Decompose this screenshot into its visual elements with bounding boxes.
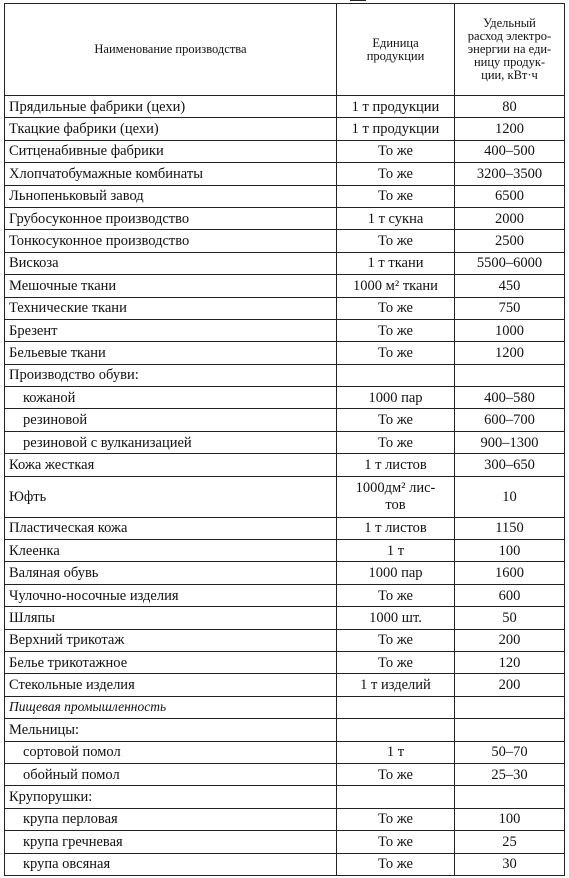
cell-unit-text: 1 т изделий bbox=[360, 677, 431, 694]
cell-unit-text: 1 т листов bbox=[364, 520, 427, 537]
cell-unit-text: То же bbox=[378, 632, 413, 649]
cell-unit bbox=[337, 853, 455, 875]
cell-unit bbox=[337, 696, 455, 718]
cell-unit-text: То же bbox=[378, 833, 413, 850]
cell-consumption-value: 120 bbox=[455, 651, 565, 673]
cell-unit-text: 1000 пар bbox=[368, 565, 423, 582]
cell-consumption-value: 200 bbox=[455, 674, 565, 696]
cell-unit bbox=[337, 207, 455, 229]
table-row bbox=[5, 853, 565, 875]
cell-production-name: Белье трикотажное bbox=[5, 651, 337, 673]
cell-unit-text: 1 т продукции bbox=[351, 121, 440, 138]
cell-production-name: Пластическая кожа bbox=[5, 517, 337, 539]
cell-production-name: Кожа жесткая bbox=[5, 454, 337, 476]
cell-production-name: крупа гречневая bbox=[5, 831, 337, 853]
table-row bbox=[5, 118, 565, 140]
cell-unit bbox=[337, 763, 455, 785]
cell-unit bbox=[337, 118, 455, 140]
header-production-name: Наименование производства bbox=[5, 4, 337, 96]
cell-unit bbox=[337, 786, 455, 808]
table-row bbox=[5, 297, 565, 319]
cell-unit-text: То же bbox=[378, 434, 413, 451]
table-row bbox=[5, 831, 565, 853]
cell-unit bbox=[337, 808, 455, 830]
cell-unit bbox=[337, 651, 455, 673]
cell-production-name: резиновой bbox=[5, 409, 337, 431]
cell-consumption-value: 5500–6000 bbox=[455, 252, 565, 274]
cell-consumption-value: 2000 bbox=[455, 207, 565, 229]
table-row bbox=[5, 763, 565, 785]
cell-production-name: Бельевые ткани bbox=[5, 342, 337, 364]
cell-consumption-value: 30 bbox=[455, 853, 565, 875]
cell-unit-text: То же bbox=[378, 165, 413, 182]
cell-unit-text: 1000дм² лис- тов bbox=[355, 479, 436, 513]
cell-unit bbox=[337, 674, 455, 696]
cell-consumption-value: 80 bbox=[455, 96, 565, 118]
cell-consumption-value: 450 bbox=[455, 275, 565, 297]
cell-unit bbox=[337, 517, 455, 539]
cell-consumption-value: 6500 bbox=[455, 185, 565, 207]
cell-unit-text: То же bbox=[378, 322, 413, 339]
cell-production-name: Мешочные ткани bbox=[5, 275, 337, 297]
table-row bbox=[5, 409, 565, 431]
cell-production-name: Хлопчатобумажные комбинаты bbox=[5, 163, 337, 185]
cell-unit bbox=[337, 364, 455, 386]
cell-unit-text: То же bbox=[378, 811, 413, 828]
table-row bbox=[5, 651, 565, 673]
cell-unit bbox=[337, 140, 455, 162]
cell-production-name: Шляпы bbox=[5, 607, 337, 629]
table-row bbox=[5, 674, 565, 696]
table-row bbox=[5, 163, 565, 185]
cell-unit-text: То же bbox=[378, 587, 413, 604]
cell-unit bbox=[337, 562, 455, 584]
cell-production-name: Верхний трикотаж bbox=[5, 629, 337, 651]
cell-production-name: Ткацкие фабрики (цехи) bbox=[5, 118, 337, 140]
cell-production-name: Брезент bbox=[5, 319, 337, 341]
table-row bbox=[5, 140, 565, 162]
page-top-mark bbox=[350, 0, 366, 1]
cell-consumption-value: 600 bbox=[455, 584, 565, 606]
table-header-row bbox=[5, 4, 565, 96]
cell-unit-text: 1 т bbox=[386, 744, 405, 761]
header-specific-consumption: Удельный расход электро- энергии на еди- ницу продук- ции, кВт·ч bbox=[455, 4, 565, 96]
cell-consumption-value: 1600 bbox=[455, 562, 565, 584]
cell-unit-text: 1 т ткани bbox=[367, 255, 424, 272]
cell-unit bbox=[337, 431, 455, 453]
cell-unit-text: 1 т bbox=[386, 542, 405, 559]
cell-unit-text: То же bbox=[378, 143, 413, 160]
table-row bbox=[5, 517, 565, 539]
cell-consumption-value bbox=[455, 364, 565, 386]
cell-consumption-value: 400–580 bbox=[455, 387, 565, 409]
cell-production-name: Производство обуви: bbox=[5, 364, 337, 386]
cell-unit bbox=[337, 96, 455, 118]
table-row bbox=[5, 607, 565, 629]
cell-production-name: Клеенка bbox=[5, 540, 337, 562]
cell-consumption-value bbox=[455, 786, 565, 808]
table-row bbox=[5, 207, 565, 229]
cell-consumption-value: 1200 bbox=[455, 342, 565, 364]
cell-production-name: крупа овсяная bbox=[5, 853, 337, 875]
cell-unit-text: 1000 шт. bbox=[369, 609, 422, 626]
cell-production-name: крупа перловая bbox=[5, 808, 337, 830]
table-row bbox=[5, 185, 565, 207]
cell-unit-text: То же bbox=[378, 344, 413, 361]
table-row bbox=[5, 476, 565, 517]
cell-consumption-value: 50 bbox=[455, 607, 565, 629]
cell-production-name: Мельницы: bbox=[5, 719, 337, 741]
table-row bbox=[5, 741, 565, 763]
cell-unit bbox=[337, 719, 455, 741]
table-row bbox=[5, 275, 565, 297]
cell-unit bbox=[337, 741, 455, 763]
cell-consumption-value: 600–700 bbox=[455, 409, 565, 431]
table-row bbox=[5, 364, 565, 386]
cell-unit-text: 1000 пар bbox=[368, 389, 423, 406]
table-row bbox=[5, 584, 565, 606]
cell-production-name: Юфть bbox=[5, 476, 337, 517]
cell-unit-text: То же bbox=[378, 766, 413, 783]
cell-consumption-value: 900–1300 bbox=[455, 431, 565, 453]
cell-consumption-value: 300–650 bbox=[455, 454, 565, 476]
cell-consumption-value bbox=[455, 696, 565, 718]
cell-production-name: сортовой помол bbox=[5, 741, 337, 763]
cell-consumption-value: 100 bbox=[455, 808, 565, 830]
cell-unit bbox=[337, 454, 455, 476]
cell-consumption-value: 400–500 bbox=[455, 140, 565, 162]
table-row bbox=[5, 540, 565, 562]
cell-production-name: Вискоза bbox=[5, 252, 337, 274]
cell-unit-text: То же bbox=[378, 188, 413, 205]
cell-production-name: кожаной bbox=[5, 387, 337, 409]
cell-unit-text: То же bbox=[378, 300, 413, 317]
table-row bbox=[5, 696, 565, 718]
cell-consumption-value: 200 bbox=[455, 629, 565, 651]
cell-unit bbox=[337, 275, 455, 297]
table-row bbox=[5, 431, 565, 453]
cell-unit bbox=[337, 297, 455, 319]
cell-unit-text: То же bbox=[378, 233, 413, 250]
cell-consumption-value: 2500 bbox=[455, 230, 565, 252]
cell-consumption-value: 1150 bbox=[455, 517, 565, 539]
cell-unit-text: 1 т продукции bbox=[351, 98, 440, 115]
table-body bbox=[5, 96, 565, 876]
cell-unit bbox=[337, 185, 455, 207]
cell-production-name: Ситценабивные фабрики bbox=[5, 140, 337, 162]
cell-unit bbox=[337, 342, 455, 364]
table-row bbox=[5, 454, 565, 476]
cell-unit-text: То же bbox=[378, 856, 413, 873]
cell-production-name: Тонкосуконное производство bbox=[5, 230, 337, 252]
cell-production-name: Стекольные изделия bbox=[5, 674, 337, 696]
table-row bbox=[5, 387, 565, 409]
cell-production-name: Чулочно-носочные изделия bbox=[5, 584, 337, 606]
cell-unit bbox=[337, 831, 455, 853]
cell-consumption-value: 50–70 bbox=[455, 741, 565, 763]
cell-production-name: резиновой с вулканизацией bbox=[5, 431, 337, 453]
cell-unit bbox=[337, 476, 455, 517]
cell-consumption-value: 750 bbox=[455, 297, 565, 319]
table-row bbox=[5, 342, 565, 364]
cell-unit bbox=[337, 387, 455, 409]
energy-consumption-table bbox=[4, 3, 565, 876]
cell-unit bbox=[337, 409, 455, 431]
table-row bbox=[5, 629, 565, 651]
table-row bbox=[5, 719, 565, 741]
header-unit: Единица продукции bbox=[337, 4, 455, 96]
table-row bbox=[5, 252, 565, 274]
cell-production-name: Пищевая промышленность bbox=[5, 696, 337, 718]
cell-unit bbox=[337, 629, 455, 651]
cell-unit bbox=[337, 319, 455, 341]
cell-consumption-value: 100 bbox=[455, 540, 565, 562]
cell-consumption-value: 1200 bbox=[455, 118, 565, 140]
cell-production-name: Льнопеньковый завод bbox=[5, 185, 337, 207]
cell-production-name: Прядильные фабрики (цехи) bbox=[5, 96, 337, 118]
table-row bbox=[5, 562, 565, 584]
cell-unit-text: 1000 м² ткани bbox=[353, 277, 438, 294]
cell-consumption-value: 25–30 bbox=[455, 763, 565, 785]
cell-production-name: Крупорушки: bbox=[5, 786, 337, 808]
cell-consumption-value: 1000 bbox=[455, 319, 565, 341]
cell-consumption-value bbox=[455, 719, 565, 741]
cell-unit bbox=[337, 252, 455, 274]
cell-unit bbox=[337, 540, 455, 562]
cell-unit-text: 1 т сукна bbox=[367, 210, 424, 227]
table-row bbox=[5, 808, 565, 830]
table-row bbox=[5, 319, 565, 341]
cell-unit bbox=[337, 607, 455, 629]
cell-consumption-value: 3200–3500 bbox=[455, 163, 565, 185]
cell-production-name: Технические ткани bbox=[5, 297, 337, 319]
cell-consumption-value: 25 bbox=[455, 831, 565, 853]
cell-unit-text: То же bbox=[378, 654, 413, 671]
cell-production-name: обойный помол bbox=[5, 763, 337, 785]
table-row bbox=[5, 96, 565, 118]
table-row bbox=[5, 230, 565, 252]
table-row bbox=[5, 786, 565, 808]
cell-production-name: Валяная обувь bbox=[5, 562, 337, 584]
cell-consumption-value: 10 bbox=[455, 476, 565, 517]
cell-production-name: Грубосуконное производство bbox=[5, 207, 337, 229]
cell-unit bbox=[337, 584, 455, 606]
cell-unit-text: 1 т листов bbox=[364, 456, 427, 473]
cell-unit bbox=[337, 230, 455, 252]
cell-unit-text: То же bbox=[378, 412, 413, 429]
cell-unit bbox=[337, 163, 455, 185]
